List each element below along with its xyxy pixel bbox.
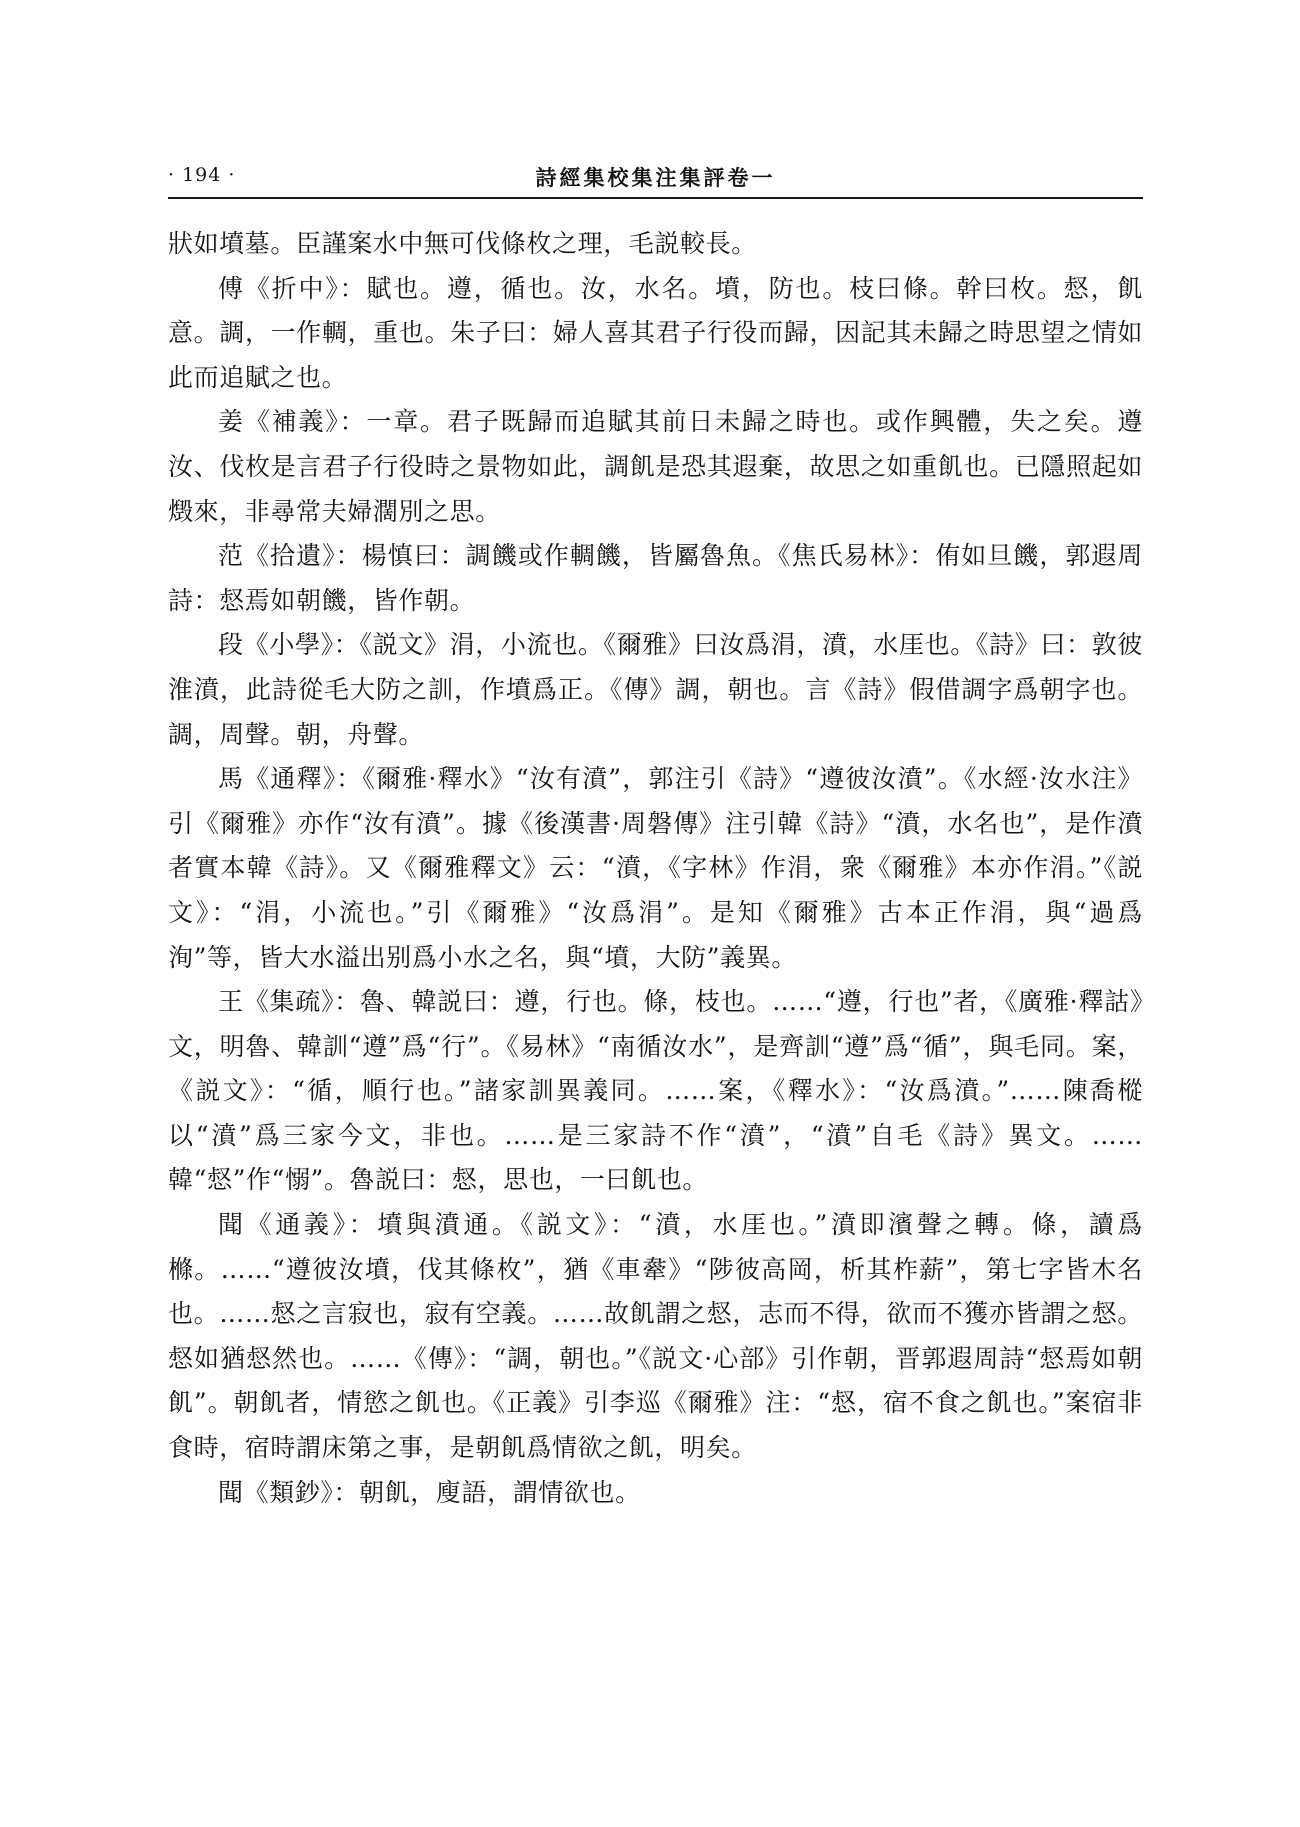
commentary-body bbox=[168, 222, 1143, 1515]
page-number: · 194 · bbox=[168, 164, 236, 186]
paragraph-wen-leichao: 聞《類鈔》：朝飢，廋語，謂情欲也。 bbox=[218, 1477, 641, 1507]
page-header bbox=[168, 160, 1143, 196]
paragraph-fu-zhezhong: 傅《折中》：賦也。遵，循也。汝，水名。墳，防也。枝曰條。幹曰枚。惄，飢意。調，一作輖，重也。朱子曰：婦人喜其君子行役而歸，因記其未歸之時思望之情如此而追賦之也。 bbox=[168, 273, 1143, 392]
paragraph-wang-jishu: 王《集疏》：魯、韓説曰：遵，行也。條，枝也。……“遵，行也”者，《廣雅·釋詁》文，明魯、韓訓“遵”爲“行”。《易林》“南循汝水”，是齊訓“遵”爲“循”，與毛同。案，《説文》：“循，順行也。”諸家訓異義同。……案，《釋水》：“汝爲濆。”……陳喬樅以“濆”爲三家今文，非也。……是三家詩不作“濆”，“濆”自毛《詩》異文。……韓“惄”作“愵”。魯説曰：惄，思也，一曰飢也。 bbox=[168, 987, 1143, 1195]
paragraph-continuation: 狀如墳墓。臣謹案水中無可伐條枚之理，毛説較長。 bbox=[168, 229, 757, 258]
header-rule bbox=[168, 197, 1143, 199]
paragraph-ma-tongshi: 馬《通釋》：《爾雅·釋水》“汝有濆”，郭注引《詩》“遵彼汝濆”。《水經·汝水注》引《爾雅》亦作“汝有濆”。據《後漢書·周磐傳》注引韓《詩》“濆，水名也”，是作濆者實本韓《詩》。又《爾雅釋文》云：“濆，《字林》作涓，衆《爾雅》本亦作涓。”《説文》：“涓，小流也。”引《爾雅》“汝爲涓”。是知《爾雅》古本正作涓，與“過爲洵”等，皆大水溢出别爲小水之名，與“墳，大防”義異。 bbox=[168, 764, 1143, 972]
paragraph-duan-xiaoxue: 段《小學》：《説文》涓，小流也。《爾雅》曰汝爲涓，濆，水厓也。《詩》曰：敦彼淮濆，此詩從毛大防之訓，作墳爲正。《傳》調，朝也。言《詩》假借調字爲朝字也。調，周聲。朝，舟聲。 bbox=[168, 630, 1143, 749]
paragraph-fan-shiyi: 范《拾遺》：楊慎曰：調饑或作輖饑，皆屬魯魚。《焦氏易林》：侑如旦饑，郭遐周詩：惄焉如朝饑，皆作朝。 bbox=[168, 541, 1143, 615]
running-title: 詩經集校集注集評卷一 bbox=[535, 165, 776, 190]
paragraph-wen-tongyi: 聞《通義》：墳與濆通。《説文》：“濆，水厓也。”濆即濱聲之轉。條，讀爲樤。……“遵彼汝墳，伐其條枚”，猶《車舝》“陟彼高岡，析其柞薪”，第七字皆木名也。……惄之言寂也，寂有空義。……故飢謂之惄，志而不得，欲而不獲亦皆謂之惄。惄如猶惄然也。……《傳》：“調，朝也。”《説文·心部》引作朝，晋郭遐周詩“惄焉如朝飢”。朝飢者，情慾之飢也。《正義》引李巡《爾雅》注：“惄，宿不食之飢也。”案宿非食時，宿時謂床第之事，是朝飢爲情欲之飢，明矣。 bbox=[168, 1210, 1143, 1463]
paragraph-jiang-buyi: 姜《補義》：一章。君子既歸而追賦其前日未歸之時也。或作興體，失之矣。遵汝、伐枚是言君子行役時之景物如此，調飢是恐其遐棄，故思之如重飢也。已隱照起如燬來，非尋常夫婦濶別之思。 bbox=[168, 407, 1143, 526]
